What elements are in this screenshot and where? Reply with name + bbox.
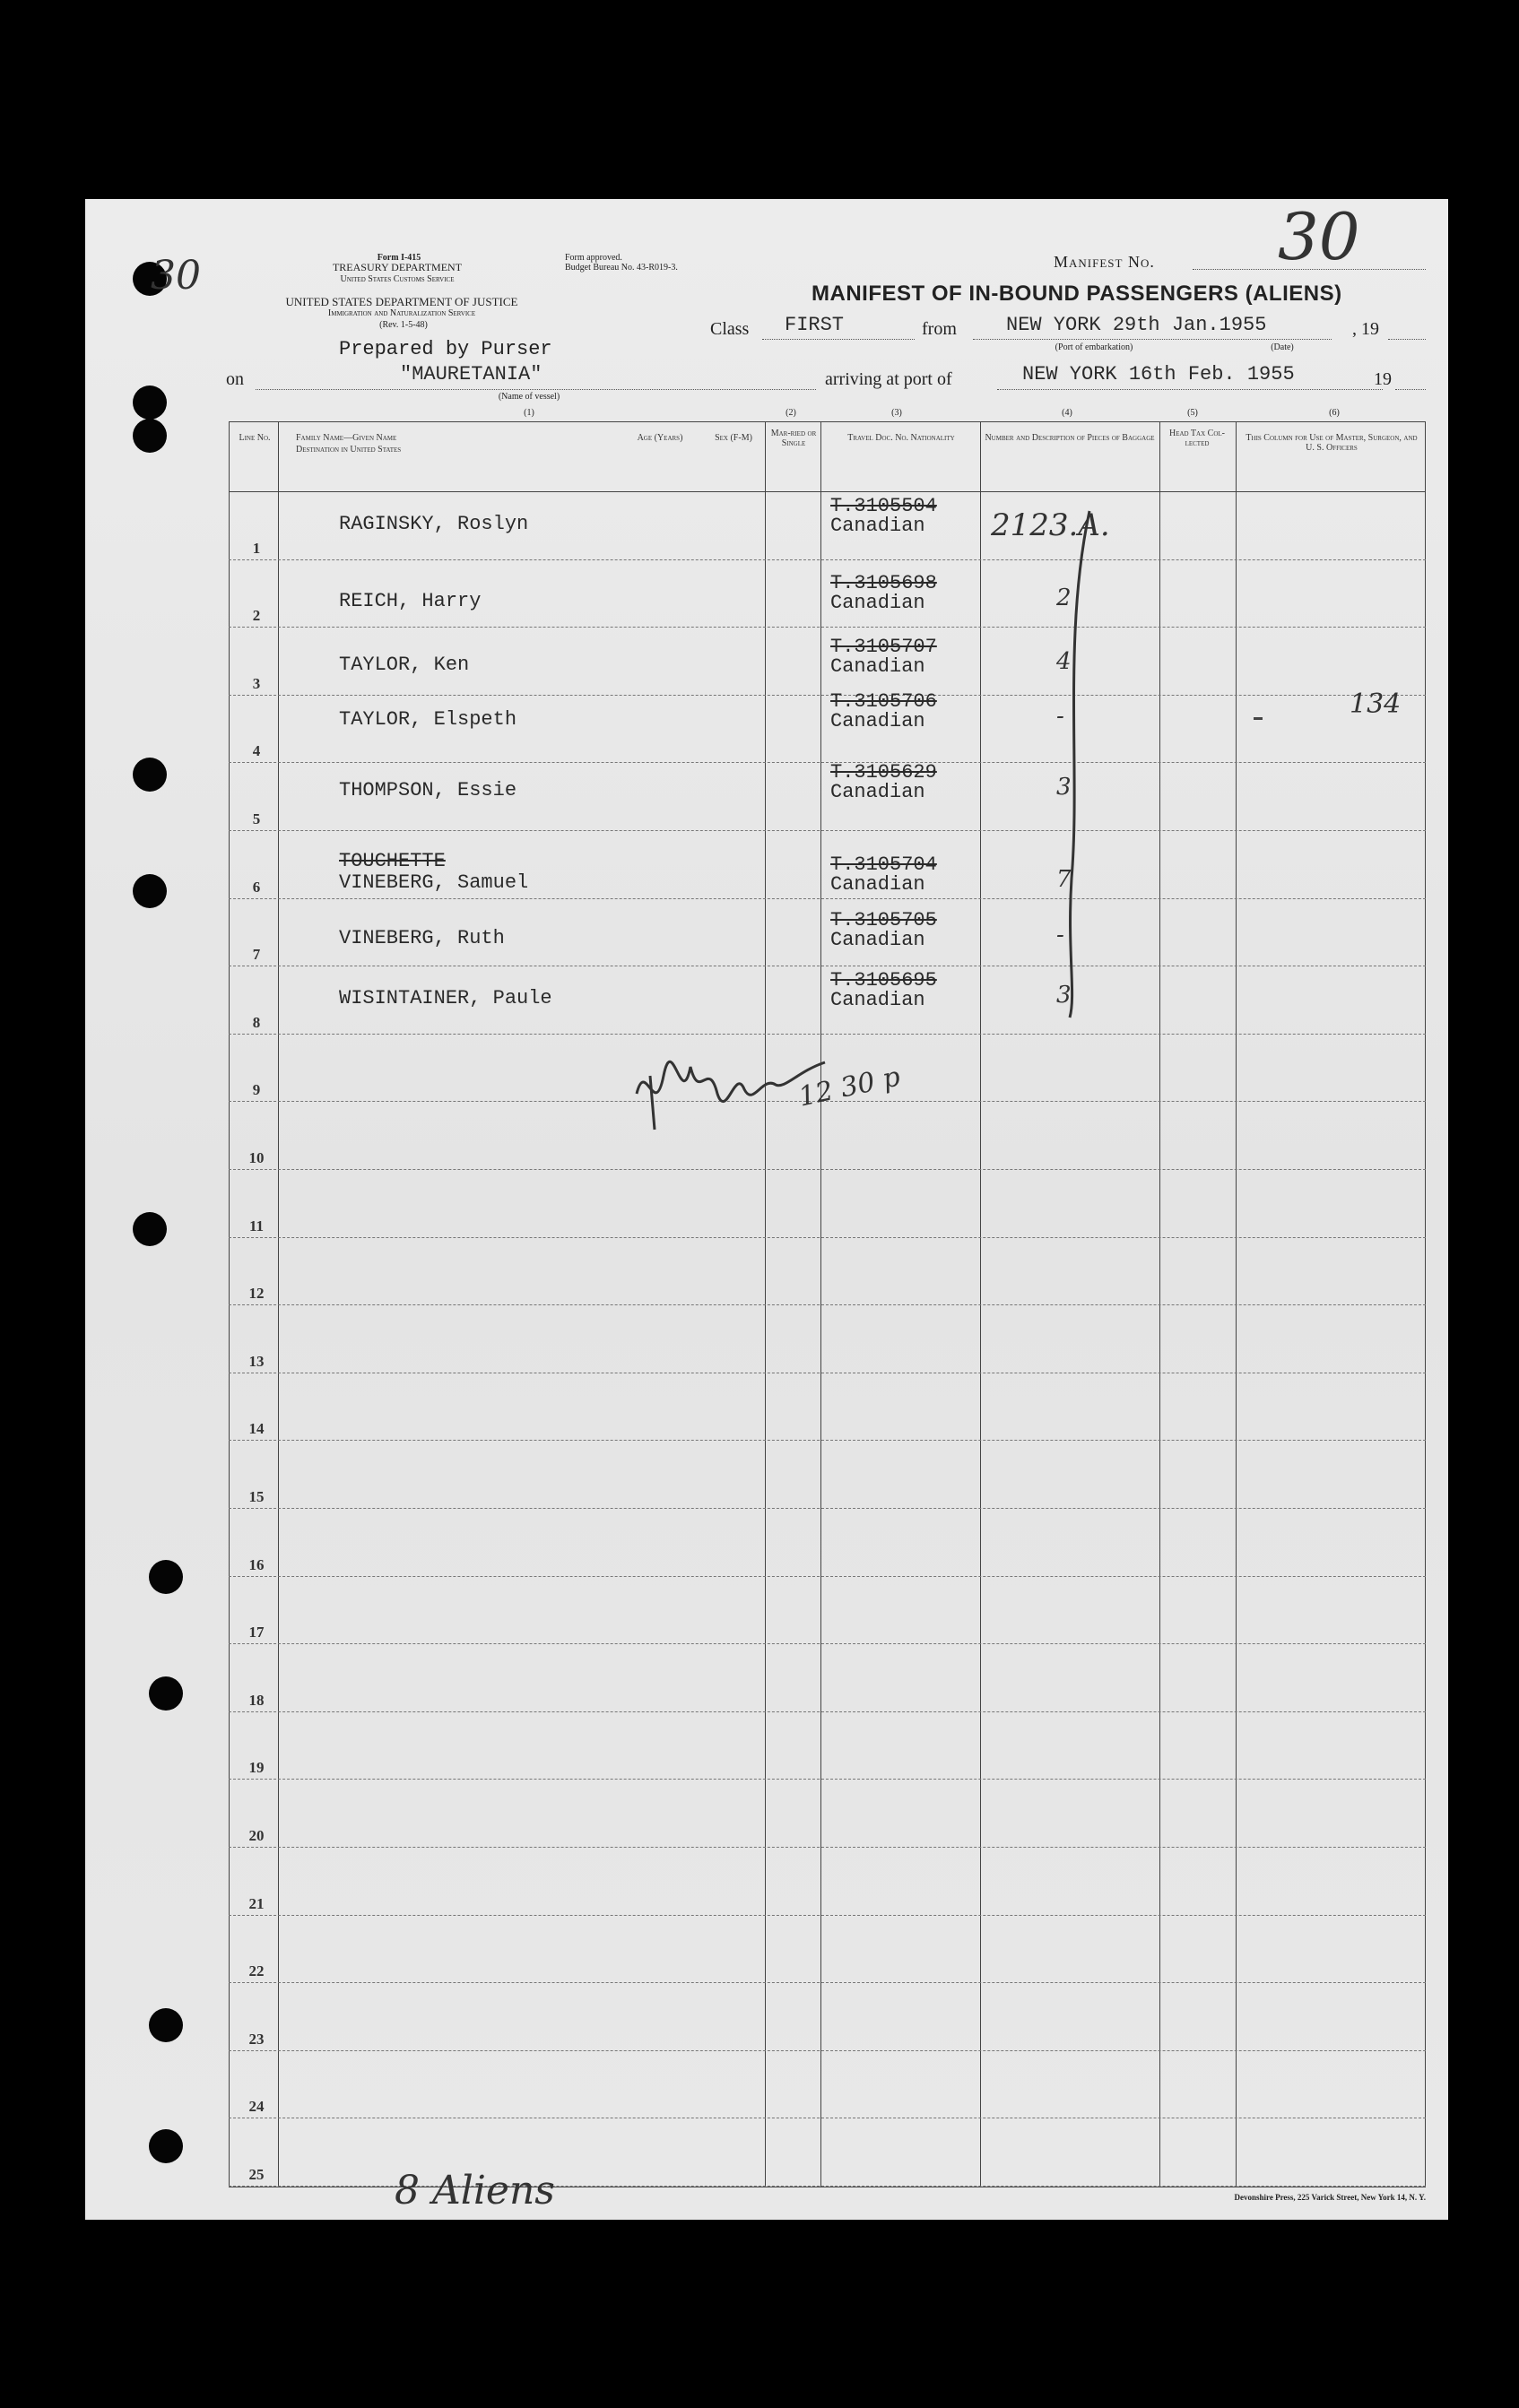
from-label: from	[922, 319, 957, 339]
passenger-name: RAGINSKY, Roslyn	[339, 513, 529, 535]
line-number: 18	[248, 1691, 265, 1709]
column-number-2: (2)	[786, 408, 796, 418]
row-line	[229, 898, 1426, 899]
row-line	[229, 830, 1426, 831]
travel-doc-number: T.3105704	[830, 853, 937, 876]
header-travel-doc: Travel Doc. No. Nationality	[847, 433, 955, 443]
binder-hole	[149, 1676, 183, 1711]
header-baggage: Number and Description of Pieces of Baggage	[985, 433, 1155, 443]
year-line-2	[1395, 389, 1426, 390]
line-number: 13	[248, 1352, 265, 1370]
class-label: Class	[710, 319, 750, 339]
passenger-name: TAYLOR, Elspeth	[339, 708, 517, 731]
passenger-name: WISINTAINER, Paule	[339, 987, 552, 1009]
date-caption: (Date)	[1271, 342, 1294, 352]
travel-doc-number: T.3105698	[830, 572, 937, 594]
travel-doc-number: T.3105695	[830, 969, 937, 992]
row-line	[229, 762, 1426, 763]
page-title: MANIFEST OF IN-BOUND PASSENGERS (ALIENS)	[812, 282, 1342, 306]
row-line	[229, 1711, 1426, 1712]
column-number-1: (1)	[524, 408, 534, 418]
travel-doc-number: T.3105706	[830, 690, 937, 713]
baggage-count: 3	[1056, 774, 1072, 801]
binder-hole	[133, 419, 167, 453]
line-number: 19	[248, 1759, 265, 1777]
baggage-count: 3	[1056, 982, 1072, 1009]
line-number: 5	[252, 810, 261, 827]
binder-hole	[133, 1212, 167, 1246]
line-number: 20	[248, 1827, 265, 1844]
travel-doc-number: T.3105707	[830, 636, 937, 658]
officer-note: 134	[1350, 689, 1402, 720]
embarkation-caption: (Port of embarkation)	[1055, 342, 1133, 352]
class-value: FIRST	[785, 314, 845, 336]
passenger-name: REICH, Harry	[339, 590, 482, 612]
travel-doc-number: T.3105705	[830, 909, 937, 931]
passenger-name: TAYLOR, Ken	[339, 654, 470, 676]
year-line-1	[1388, 339, 1426, 340]
line-number: 12	[248, 1285, 265, 1303]
nationality: Canadian	[830, 710, 925, 732]
manifest-number: 30	[1278, 199, 1360, 274]
year-suffix-2: 19	[1374, 369, 1392, 389]
baggage-count: -	[1056, 922, 1064, 948]
inspector-signature	[628, 1040, 834, 1139]
customs-service: United States Customs Service	[340, 274, 455, 284]
baggage-count: 2	[1056, 585, 1072, 611]
passenger-name: VINEBERG, Ruth	[339, 927, 505, 949]
row-line	[229, 1034, 1426, 1035]
embarkation-value: NEW YORK 29th Jan.1955	[1006, 314, 1267, 336]
row-line	[229, 1576, 1426, 1577]
embark-line	[973, 339, 1332, 340]
header-destination: Destination in United States	[296, 445, 402, 455]
line-number: 3	[252, 674, 261, 692]
header-divider	[229, 491, 1426, 492]
class-line	[762, 339, 915, 340]
header-name: Family Name—Given Name	[296, 433, 397, 443]
binder-hole	[149, 2008, 183, 2042]
row-line	[229, 1779, 1426, 1780]
line-number: 23	[248, 2030, 265, 2048]
row-line	[229, 1440, 1426, 1441]
prepared-by: Prepared by Purser	[339, 338, 552, 360]
line-number: 7	[252, 946, 261, 964]
officer-dash	[1254, 717, 1263, 720]
row-line	[229, 1847, 1426, 1848]
binder-hole	[133, 758, 167, 792]
vessel-line	[256, 389, 816, 390]
row-line	[229, 695, 1426, 696]
arriving-label: arriving at port of	[825, 369, 952, 389]
line-number: 1	[252, 539, 261, 557]
arrival-line	[997, 389, 1383, 390]
arrival-value: NEW YORK 16th Feb. 1955	[1022, 363, 1295, 385]
row-line	[229, 1169, 1426, 1170]
line-number: 24	[248, 2098, 265, 2116]
line-number: 2	[252, 607, 261, 625]
line-number: 17	[248, 1624, 265, 1641]
binder-hole	[149, 2129, 183, 2163]
line-number: 16	[248, 1555, 265, 1573]
line-number: 21	[248, 1894, 265, 1912]
baggage-count: 2123.A.	[991, 507, 1110, 543]
nationality: Canadian	[830, 929, 925, 951]
line-number: 11	[248, 1217, 265, 1234]
budget-bureau: Budget Bureau No. 43-R019-3.	[565, 263, 678, 273]
row-line	[229, 627, 1426, 628]
printer-imprint: Devonshire Press, 225 Varick Street, New York 14, N. Y.	[1234, 2193, 1426, 2202]
line-number: 9	[252, 1081, 261, 1099]
line-number: 10	[248, 1149, 265, 1166]
travel-doc-number: T.3105629	[830, 761, 937, 784]
baggage-bracket	[1054, 502, 1107, 1031]
line-number: 8	[252, 1013, 261, 1031]
row-line	[229, 1915, 1426, 1916]
column-number-5: (5)	[1187, 408, 1198, 418]
row-line	[229, 2050, 1426, 2051]
binder-hole	[133, 385, 167, 420]
struck-name: TOUCHETTE	[339, 850, 446, 872]
treasury-department: TREASURY DEPARTMENT	[332, 261, 463, 273]
baggage-count: -	[1056, 703, 1064, 730]
header-sex: Sex (F-M)	[715, 433, 752, 443]
header-age: Age (Years)	[637, 433, 683, 443]
line-number: 4	[252, 742, 261, 760]
travel-doc-number: T.3105504	[830, 495, 937, 517]
corner-manifest-mark: 30	[151, 253, 201, 299]
passenger-name: VINEBERG, Samuel	[339, 871, 529, 894]
column-number-3: (3)	[891, 408, 902, 418]
form-approved: Form approved.	[565, 253, 622, 263]
department-of-justice: UNITED STATES DEPARTMENT OF JUSTICE	[285, 295, 518, 308]
year-suffix-1: , 19	[1352, 319, 1379, 339]
row-line	[229, 1508, 1426, 1509]
row-line	[229, 1237, 1426, 1238]
on-label: on	[226, 369, 244, 389]
row-line	[229, 1982, 1426, 1983]
nationality: Canadian	[830, 989, 925, 1011]
vessel-caption: (Name of vessel)	[498, 392, 560, 402]
row-line	[229, 1643, 1426, 1644]
line-number: 6	[252, 878, 261, 896]
immigration-service: Immigration and Naturalization Service	[327, 308, 476, 318]
manifest-no-label: Manifest No.	[1054, 253, 1155, 271]
binder-hole	[149, 1560, 183, 1594]
column-number-4: (4)	[1062, 408, 1072, 418]
passenger-name: THOMPSON, Essie	[339, 779, 517, 801]
line-number: 15	[248, 1488, 265, 1505]
signature-time: 12 30 p	[795, 1061, 904, 1113]
binder-hole	[133, 874, 167, 908]
baggage-count: 7	[1056, 866, 1072, 893]
revision-date: (Rev. 1-5-48)	[379, 320, 428, 330]
vessel-name: "MAURETANIA"	[400, 363, 542, 385]
header-officers: This Column for Use of Master, Surgeon, and U. S. Officers	[1246, 433, 1418, 453]
header-head-tax: Head Tax Col-lected	[1169, 429, 1225, 448]
total-aliens-note: 8 Aliens	[395, 2168, 555, 2213]
nationality: Canadian	[830, 655, 925, 678]
nationality: Canadian	[830, 515, 925, 537]
header-married: Mar-ried or Single	[770, 429, 817, 448]
column-number-6: (6)	[1329, 408, 1340, 418]
nationality: Canadian	[830, 592, 925, 614]
row-line	[229, 559, 1426, 560]
nationality: Canadian	[830, 873, 925, 896]
line-number: 14	[248, 1420, 265, 1438]
header-line-no: Line No.	[239, 433, 271, 443]
line-number: 25	[248, 2166, 265, 2183]
line-number: 22	[248, 1962, 265, 1980]
baggage-count: 4	[1056, 648, 1072, 675]
row-line	[229, 1304, 1426, 1305]
form-number: Form I-415	[377, 253, 421, 263]
nationality: Canadian	[830, 781, 925, 803]
